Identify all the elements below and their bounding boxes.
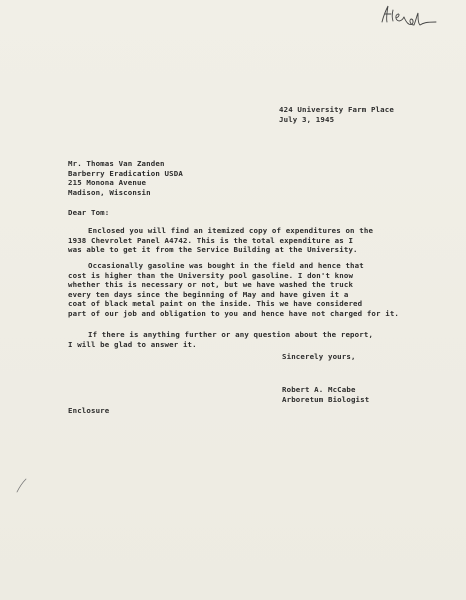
- paragraph-line: 1938 Chevrolet Panel A4742. This is the total expenditure as I: [68, 235, 354, 245]
- closing: [282, 352, 356, 362]
- signature-title: Arboretum Biologist: [282, 394, 370, 404]
- paragraph-line: Enclosed you will find an itemized copy of expenditures on the: [88, 226, 374, 235]
- recipient-street: 215 Monona Avenue: [68, 178, 147, 188]
- salutation: [68, 208, 109, 218]
- paragraph-line: If there is anything further or any question about the report,: [88, 330, 374, 339]
- pencil-mark: [14, 478, 28, 498]
- paragraph-line: Occasionally gasoline was bought in the field and hence that: [88, 261, 364, 270]
- handwritten-annotation: [378, 4, 438, 32]
- paragraph-line: part of our job and obligation to you and hence have not charged for it.: [68, 308, 400, 318]
- letter-date: July 3, 1945: [279, 114, 335, 124]
- paragraph-2: [68, 261, 399, 319]
- recipient-city: Madison, Wisconsin: [68, 187, 151, 197]
- enclosure-text: Enclosure: [68, 406, 110, 415]
- recipient-address: [68, 159, 183, 197]
- enclosure-note: [68, 406, 109, 416]
- recipient-org: Barberry Eradication USDA: [68, 168, 183, 178]
- signature-name: Robert A. McCabe: [282, 385, 356, 394]
- sender-street: 424 University Farm Place: [279, 105, 394, 114]
- paragraph-1: [68, 226, 373, 255]
- signature-block: [282, 385, 369, 404]
- paragraph-3: [68, 330, 373, 349]
- salutation-text: Dear Tom:: [68, 208, 110, 217]
- recipient-name: Mr. Thomas Van Zanden: [68, 159, 165, 168]
- paragraph-line: cost is higher than the University pool gasoline. I don't know: [68, 270, 354, 280]
- paragraph-line: I will be glad to answer it.: [68, 339, 197, 349]
- sender-address: [279, 105, 394, 124]
- paragraph-line: coat of black metal paint on the inside. This we have considered: [68, 299, 363, 309]
- closing-text: Sincerely yours,: [282, 352, 356, 361]
- paragraph-line: was able to get it from the Service Building at the University.: [68, 245, 358, 255]
- paragraph-line: every ten days since the beginning of May and have given it a: [68, 289, 349, 299]
- paragraph-line: whether this is necessary or not, but we have washed the truck: [68, 280, 354, 290]
